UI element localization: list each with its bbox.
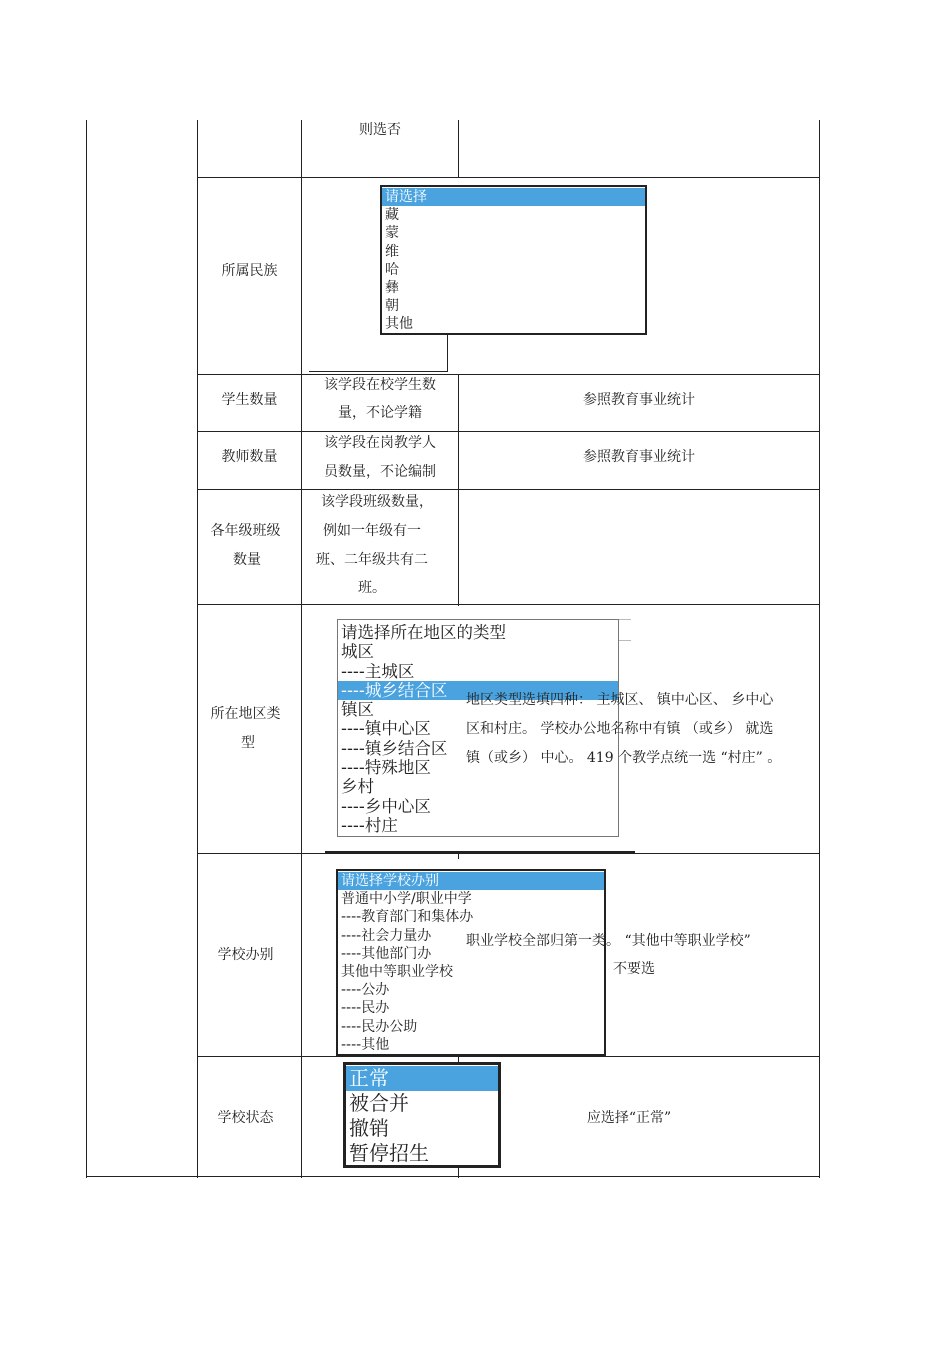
classes-label-line2: 数量 — [233, 552, 261, 568]
ethnicity-listbox[interactable] — [380, 185, 647, 335]
row-divider — [197, 374, 820, 375]
school-type-option[interactable]: 请选择学校办别 — [338, 872, 604, 890]
region-note-line1: 地区类型选填四种： 主城区、 镇中心区、 乡中心 — [466, 692, 774, 708]
classes-desc-line4: 班。 — [358, 580, 386, 596]
region-note-line3: 镇（或乡） 中心。 419 个教学点统一选 “村庄” 。 — [466, 750, 782, 766]
ethnicity-option[interactable]: 哈 — [385, 261, 399, 278]
students-label: 学生数量 — [221, 392, 278, 408]
faint-guide-line — [619, 619, 631, 620]
school-type-option[interactable]: ----社会力量办 — [341, 927, 432, 944]
row-divider — [197, 177, 820, 178]
school-type-option[interactable]: ----民办公助 — [341, 1018, 418, 1035]
status-option[interactable]: 正常 — [346, 1066, 498, 1091]
prev-desc: 则选否 — [359, 122, 401, 138]
teachers-desc-line1: 该学段在岗教学人 — [324, 435, 436, 451]
region-option[interactable]: 城区 — [341, 642, 374, 662]
ethnicity-option[interactable]: 藏 — [385, 207, 399, 224]
ethnicity-option[interactable]: 其他 — [385, 316, 413, 333]
region-note-line2: 区和村庄。 学校办公地名称中有镇 （或乡） 就选 — [466, 721, 774, 737]
col2-divider — [301, 120, 302, 1178]
school-type-note-line1: 职业学校全部归第一类。 “其他中等职业学校” — [466, 933, 751, 949]
classes-desc-line2: 例如一年级有一 — [323, 523, 421, 539]
region-option[interactable]: ----特殊地区 — [341, 758, 431, 778]
school-type-listbox[interactable] — [336, 869, 606, 1056]
col3-divider-top — [458, 120, 459, 177]
ethnicity-label: 所属民族 — [221, 263, 278, 279]
region-option[interactable]: 镇区 — [341, 700, 374, 720]
table-right-border — [819, 120, 820, 1178]
ethnicity-option[interactable]: 彝 — [385, 280, 399, 297]
ethnicity-option[interactable]: 朝 — [385, 298, 399, 315]
school-type-option[interactable]: 其他中等职业学校 — [341, 964, 453, 981]
school-type-option[interactable]: ----其他部门办 — [341, 945, 432, 962]
status-option[interactable]: 撤销 — [349, 1116, 389, 1140]
region-option[interactable]: ----村庄 — [341, 815, 398, 835]
status-note: 应选择“正常” — [586, 1110, 672, 1126]
teachers-label: 教师数量 — [221, 449, 278, 465]
status-option[interactable]: 被合并 — [349, 1091, 409, 1115]
school-type-option[interactable]: ----其他 — [341, 1036, 390, 1053]
row-divider — [197, 431, 820, 432]
classes-desc-line1: 该学段班级数量， — [321, 494, 433, 510]
school-type-note-line2: 不要选 — [613, 961, 655, 977]
region-option[interactable]: ----城乡结合区 — [338, 681, 618, 700]
connector-line — [325, 851, 635, 853]
status-label: 学校状态 — [217, 1110, 274, 1126]
row-divider — [197, 604, 820, 605]
status-option[interactable]: 暂停招生 — [349, 1141, 429, 1165]
region-option[interactable]: ----主城区 — [341, 661, 415, 681]
region-option[interactable]: ----乡中心区 — [341, 796, 431, 816]
school-type-option[interactable]: ----教育部门和集体办 — [341, 909, 474, 926]
school-type-label: 学校办别 — [217, 947, 274, 963]
faint-guide-line — [619, 640, 631, 641]
school-type-option[interactable]: ----民办 — [341, 1000, 390, 1017]
row-divider — [197, 1056, 820, 1057]
ethnicity-option[interactable]: 维 — [385, 243, 399, 260]
table-bottom-border — [86, 1176, 820, 1177]
students-desc-line1: 该学段在校学生数 — [324, 377, 436, 393]
ethnicity-option[interactable]: 蒙 — [385, 225, 399, 242]
school-type-option[interactable]: ----公办 — [341, 982, 390, 999]
teachers-note: 参照教育事业统计 — [583, 449, 695, 465]
table-left-border — [86, 120, 87, 1178]
classes-desc-line3: 班、二年级共有二 — [316, 552, 428, 568]
students-desc-line2: 量，不论学籍 — [338, 405, 422, 421]
region-option[interactable]: ----镇乡结合区 — [341, 738, 448, 758]
school-type-option[interactable]: 普通中小学/职业中学 — [341, 891, 472, 908]
connector-line — [447, 334, 448, 372]
region-label-line2: 型 — [241, 735, 255, 751]
ethnicity-option[interactable]: 请选择 — [382, 188, 645, 206]
teachers-desc-line2: 员数量，不论编制 — [324, 464, 436, 480]
region-option[interactable]: ----镇中心区 — [341, 719, 431, 739]
region-label-line1: 所在地区类 — [210, 706, 281, 722]
region-option[interactable]: 请选择所在地区的类型 — [341, 623, 506, 642]
row-divider — [197, 853, 820, 854]
classes-label-line1: 各年级班级 — [210, 523, 281, 539]
row-divider — [197, 489, 820, 490]
region-option[interactable]: 乡村 — [341, 777, 374, 797]
students-note: 参照教育事业统计 — [583, 392, 695, 408]
